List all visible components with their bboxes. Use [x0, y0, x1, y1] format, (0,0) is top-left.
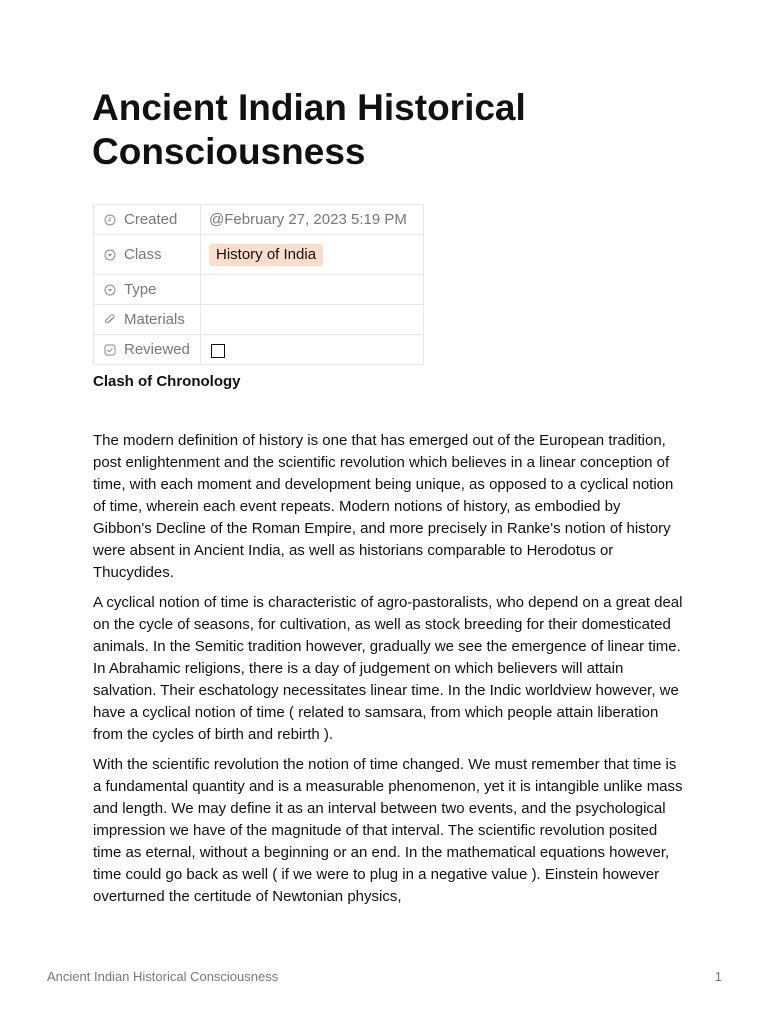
property-row-class [94, 235, 424, 275]
property-row-materials [94, 305, 424, 335]
page-number: 1 [714, 969, 722, 984]
paragraph: The modern definition of history is one that has emerged out of the European tradition, post enlightenment and the scientific revolution which believes in a linear conception of time, with each moment and development being unique, as opposed to a cyclical notion of time, wherein each event repeats. Modern notions of history, as embodied by Gibbon's Decline of the Roman Empire, and more precisely in Ranke's notion of history were absent in Ancient India, as well as historians comparable to Herodotus or Thucydides. [93, 432, 674, 581]
page-title: Ancient Indian Historical Consciousness [92, 87, 526, 172]
document-body [93, 430, 683, 916]
property-name-reviewed: Reviewed [124, 341, 190, 358]
created-date-value[interactable]: @February 27, 2023 5:19 PM [209, 211, 407, 228]
type-value[interactable] [201, 275, 424, 305]
clock-icon [104, 214, 116, 226]
paragraph: A cyclical notion of time is characteristic of agro-pastoralists, who depend on a great deal on the cycle of seasons, for cultivation, as well as stock breeding for their domesticated animals. In the Semitic tradition however, gradually we see the emergence of linear time. In Abrahamic religions, there is a day of judgement on which believers will attain salvation. Their eschatology necessitates linear time. In the Indic worldview however, we have a cyclical notion of time ( related to samsara, from which people attain liberation from the cycles of birth and rebirth ). [93, 594, 683, 743]
footer-title: Ancient Indian Historical Consciousness [47, 969, 279, 984]
property-row-created [94, 205, 424, 235]
property-name-created: Created [124, 211, 178, 228]
property-name-materials: Materials [124, 311, 185, 328]
property-name-class: Class [124, 246, 162, 263]
section-heading: Clash of Chronology [93, 373, 241, 390]
paperclip-icon [104, 314, 116, 326]
materials-value[interactable] [201, 305, 424, 335]
reviewed-checkbox[interactable] [211, 344, 225, 358]
checkbox-icon [104, 344, 116, 356]
property-row-reviewed [94, 335, 424, 365]
select-icon [104, 249, 116, 261]
select-icon [104, 284, 116, 296]
class-tag[interactable]: History of India [209, 244, 323, 266]
paragraph: With the scientific revolution the notion of time changed. We must remember that time is a fundamental quantity and is a measurable phenomenon, yet it is intangible unlike mass and length. We may define it as an interval between two events, and the psychological impression we have of the magnitude of that interval. The scientific revolution posited time as eternal, without a beginning or an end. In the mathematical equations however, time could go back as well ( if we were to plug in a negative value ). Einstein however overturned the certitude of Newtonian physics, [93, 756, 683, 905]
property-name-type: Type [124, 281, 157, 298]
properties-table [93, 204, 424, 365]
property-row-type [94, 275, 424, 305]
